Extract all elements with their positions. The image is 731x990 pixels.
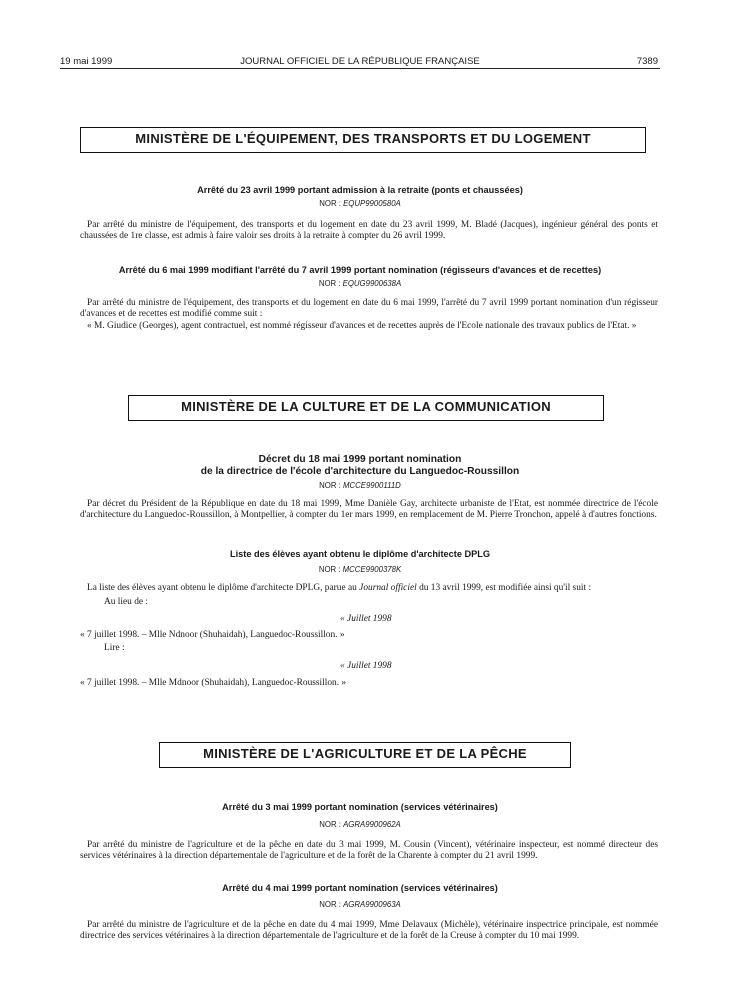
nor-code: AGRA9900963A	[343, 900, 401, 909]
lire-label: Lire :	[104, 643, 125, 653]
text-title: Décret du 18 mai 1999 portant nomination	[258, 454, 462, 465]
list-entry: « 7 juillet 1998. – Mlle Mdnoor (Shuhaidah), Languedoc-Roussillon. »	[80, 678, 347, 688]
month-heading: « Juillet 1998	[340, 661, 392, 671]
ministry-heading-equipement: MINISTÈRE DE L'ÉQUIPEMENT, DES TRANSPORTS ET DU LOGEMENT	[80, 127, 646, 153]
text-title: Liste des élèves ayant obtenu le diplôme d'architecte DPLG	[229, 549, 491, 559]
month-heading: « Juillet 1998	[340, 614, 392, 624]
ministry-heading-agriculture: MINISTÈRE DE L'AGRICULTURE ET DE LA PÊCHE	[159, 742, 571, 768]
header-journal-title: JOURNAL OFFICIEL DE LA RÉPUBLIQUE FRANÇAISE	[240, 56, 480, 67]
nor-code: EQUG9900638A	[342, 279, 402, 288]
nor-reference	[60, 481, 660, 490]
nor-label: NOR :	[319, 900, 341, 909]
nor-label: NOR :	[318, 565, 341, 574]
header-date: 19 mai 1999	[60, 56, 113, 67]
header-rule	[60, 68, 660, 69]
text-body: « M. Giudice (Georges), agent contractuel, est nommé régisseur d'avances et de recettes auprès de l'Ecole nationale des travaux publics de l'Etat. »	[87, 321, 637, 331]
text-body: Par arrêté du ministre de l'agriculture et de la pêche en date du 3 mai 1999, M. Cousin (Vincent), vétérinaire inspecteur, est nommé directeur des services vétérinaires à la direction départementale de l'agriculture et de la forêt de la Charente à compter du 21 avril 1999.	[80, 840, 658, 862]
text-body: La liste des élèves ayant obtenu le diplôme d'architecte DPLG, parue au Journal officiel du 13 avril 1999, est modifiée ainsi qu'il suit :	[87, 583, 592, 593]
nor-reference	[60, 565, 660, 574]
text-body: Par arrêté du ministre de l'équipement, des transports et du logement en date du 23 avril 1999, M. Bladé (Jacques), ingénieur général des ponts et chaussées de 1re classe, est admis à faire valoir ses droits à la retraite à compter du 26 avril 1999.	[80, 220, 658, 242]
nor-reference	[60, 279, 660, 288]
text-title: Arrêté du 3 mai 1999 portant nomination (services vétérinaires)	[222, 802, 498, 812]
nor-code: AGRA9900962A	[343, 820, 401, 829]
ministry-heading-culture: MINISTÈRE DE LA CULTURE ET DE LA COMMUNICATION	[128, 395, 604, 421]
text-title: Arrêté du 23 avril 1999 portant admission à la retraite (ponts et chaussées)	[197, 185, 523, 195]
nor-code: MCCE9900378K	[342, 565, 402, 574]
nor-reference	[60, 820, 660, 829]
header-page-number: 7389	[636, 56, 658, 67]
nor-label: NOR :	[319, 199, 341, 208]
nor-code: MCCE9900111D	[343, 481, 401, 490]
text-title: de la directrice de l'école d'architecture du Languedoc-Roussillon	[200, 466, 520, 477]
nor-label: NOR :	[318, 279, 341, 288]
text-body: Par décret du Président de la République en date du 18 mai 1999, Mme Danièle Gay, architecte urbaniste de l'Etat, est nommée directrice de l'école d'architecture du Languedoc-Roussillon, à Montpellier, à compter du 1er mars 1999, en remplacement de M. Pierre Tronchon, appelé à d'autres fonctions.	[80, 499, 658, 521]
nor-label: NOR :	[319, 481, 341, 490]
nor-label: NOR :	[319, 820, 341, 829]
nor-reference	[60, 900, 660, 909]
text-body: Par arrêté du ministre de l'agriculture et de la pêche en date du 4 mai 1999, Mme Delavaux (Michèle), vétérinaire inspectrice principale, est nommée directrice des services vétérinaires à la direction départementale de l'agriculture et de la forêt de la Creuse à compter du 10 mai 1999.	[80, 920, 658, 942]
au-lieu-label: Au lieu de :	[104, 597, 149, 607]
nor-reference	[60, 199, 660, 208]
text-title: Arrêté du 4 mai 1999 portant nomination (services vétérinaires)	[222, 883, 498, 893]
text-body: Par arrêté du ministre de l'équipement, des transports et du logement en date du 6 mai 1999, l'arrêté du 7 avril 1999 portant nomination d'un régisseur d'avances et de recettes est modifié comme suit :	[80, 298, 658, 320]
list-entry: « 7 juillet 1998. – Mlle Ndnoor (Shuhaidah), Languedoc-Roussillon. »	[80, 630, 345, 640]
text-title: Arrêté du 6 mai 1999 modifiant l'arrêté du 7 avril 1999 portant nomination (régisseurs d'avances et de recettes)	[118, 265, 602, 275]
nor-code: EQUP9900580A	[343, 199, 401, 208]
